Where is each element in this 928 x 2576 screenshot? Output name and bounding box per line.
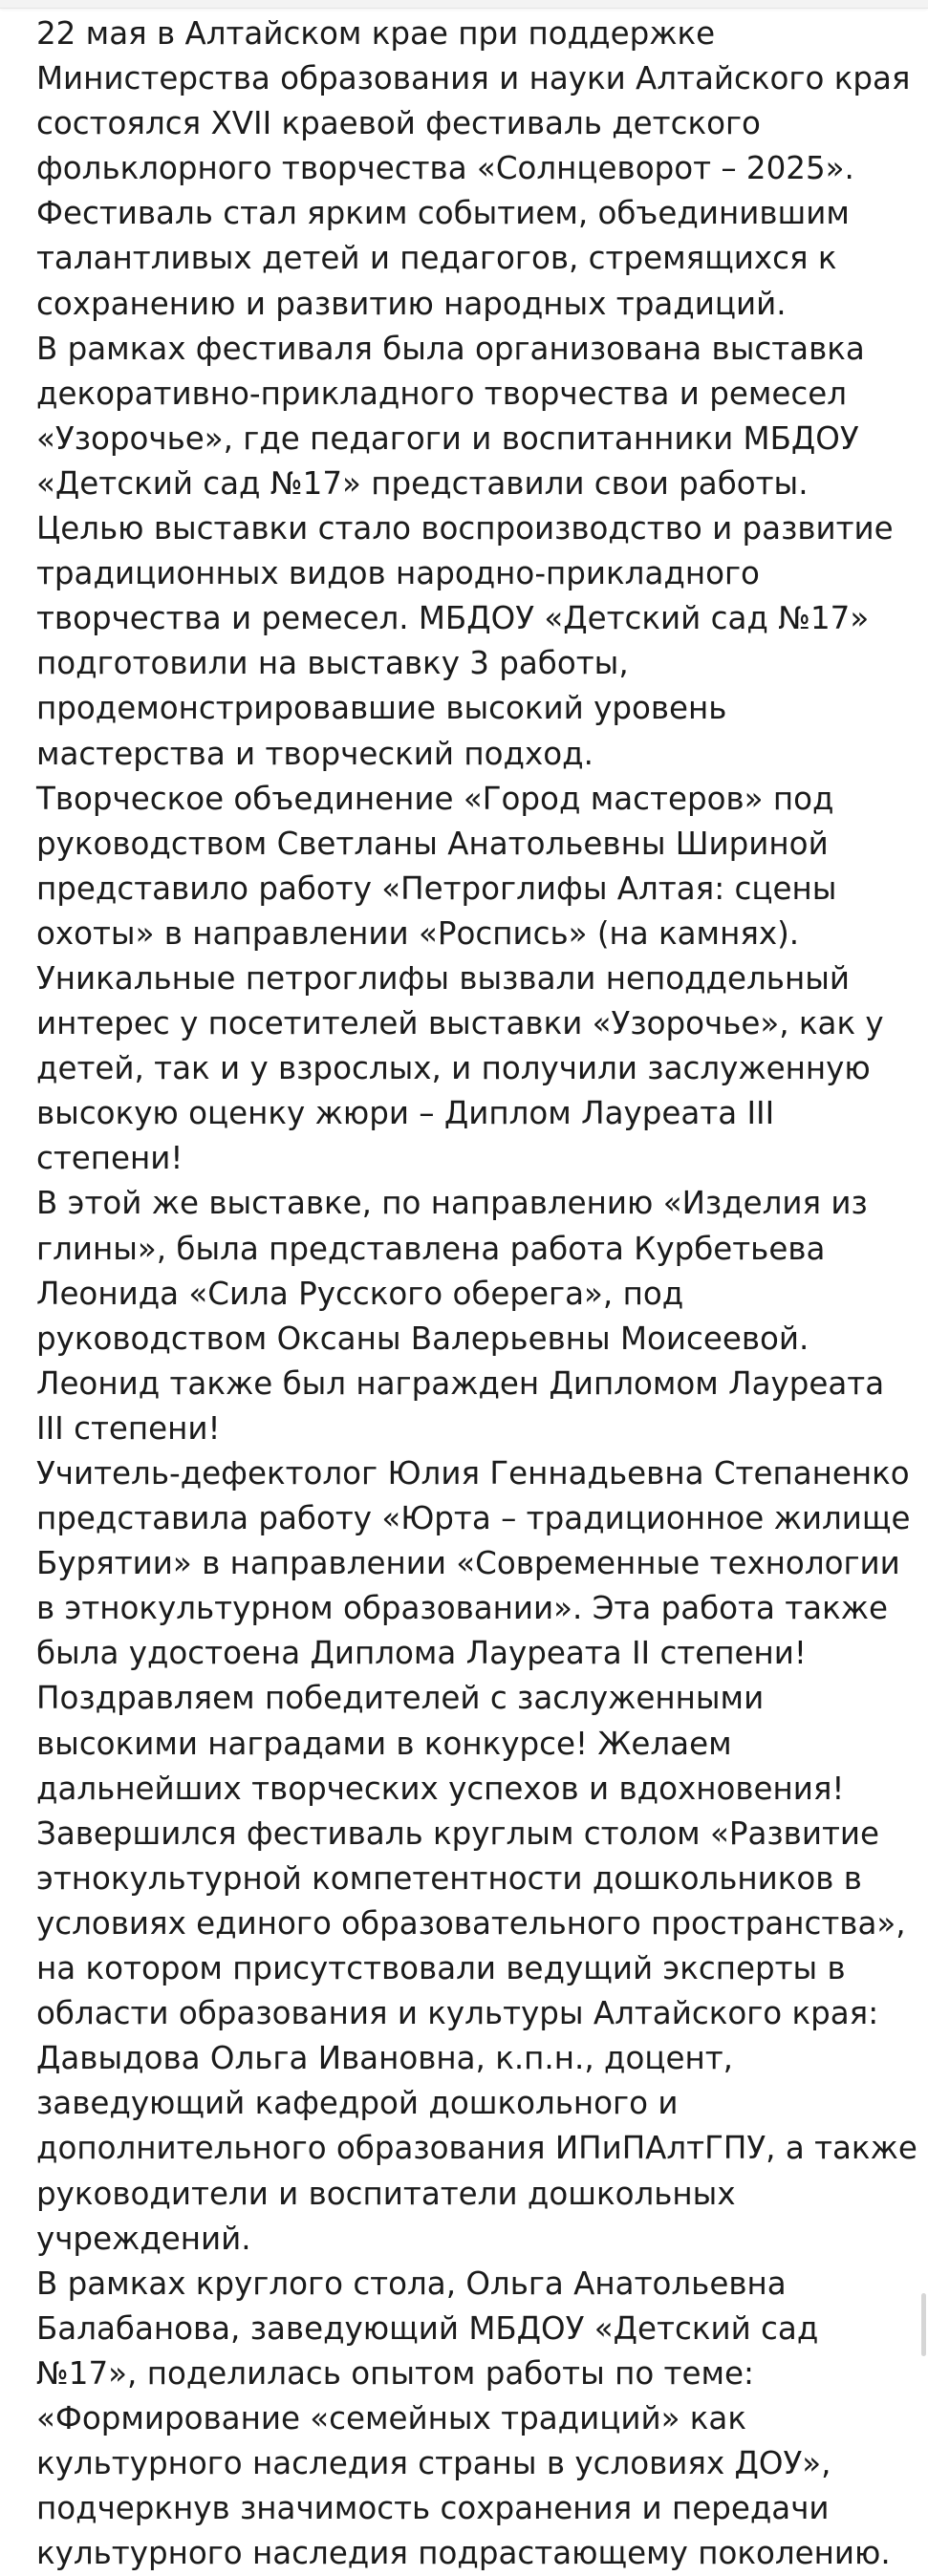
top-bar	[0, 0, 928, 9]
article-paragraph: Творческое объединение «Город мастеров» под руководством Светланы Анатольевны Шириной представило работу «Петроглифы Алтая: сцены охоты» в направлении «Роспись» (на камнях). Уникальные петроглифы вызвали неподдельный интерес у посетителей выставки «Узорочье», как у детей, так и у взрослых, и получили заслуженную высокую оценку жюри – Диплом Лауреата III степени!	[36, 780, 884, 1177]
article-paragraph: Завершился фестиваль круглым столом «Развитие этнокультурной компетентности дошкольников в условиях единого образовательного пространства», на котором присутствовали ведущий эксперты в области образования и культуры Алтайского края: Давыдова Ольга Ивановна, к.п.н., доцент, заведующий кафедрой дошкольного и дополнительного образования ИПиПАлтГПУ, а также руководители и воспитатели дошкольных учреждений.	[36, 1814, 917, 2257]
article-paragraph: Поздравляем победителей с заслуженными высокими наградами в конкурсе! Желаем дальнейших творческих успехов и вдохновения!	[36, 1680, 845, 1807]
article-body	[36, 11, 920, 2576]
article-paragraph: В рамках фестиваля была организована выставка декоративно-прикладного творчества и ремесел «Узорочье», где педагоги и воспитанники МБДОУ «Детский сад №17» представили свои работы. Целью выставки стало воспроизводство и развитие традиционных видов народно-прикладного творчества и ремесел. МБДОУ «Детский сад №17» подготовили на выставку 3 работы, продемонстрировавшие высокий уровень мастерства и творческий подход.	[36, 330, 894, 772]
article-paragraph: В рамках круглого стола, Ольга Анатольевна Балабанова, заведующий МБДОУ «Детский сад №17», поделилась опытом работы по теме: «Формирование «семейных традиций» как культурного наследия страны в условиях ДОУ», подчеркнув значимость сохранения и передачи культурного наследия подрастающему поколению.	[36, 2265, 891, 2572]
article-paragraph: В этой же выставке, по направлению «Изделия из глины», была представлена работа Курбетьева Леонида «Сила Русского оберега», под руководством Оксаны Валерьевны Моисеевой. Леонид также был награжден Дипломом Лауреата III степени!	[36, 1185, 885, 1447]
scrollbar-thumb[interactable]	[921, 2293, 926, 2356]
article-paragraph: 22 мая в Алтайском крае при поддержке Министерства образования и науки Алтайского края состоялся XVII краевой фестиваль детского фольклорного творчества «Солнцеворот – 2025». Фестиваль стал ярким событием, объединившим талантливых детей и педагогов, стремящихся к сохранению и развитию народных традиций.	[36, 15, 911, 322]
article-paragraph: Учитель-дефектолог Юлия Геннадьевна Степаненко представила работу «Юрта – традиционное жилище Бурятии» в направлении «Современные технологии в этнокультурном образовании». Эта работа также была удостоена Диплома Лауреата II степени!	[36, 1455, 911, 1672]
